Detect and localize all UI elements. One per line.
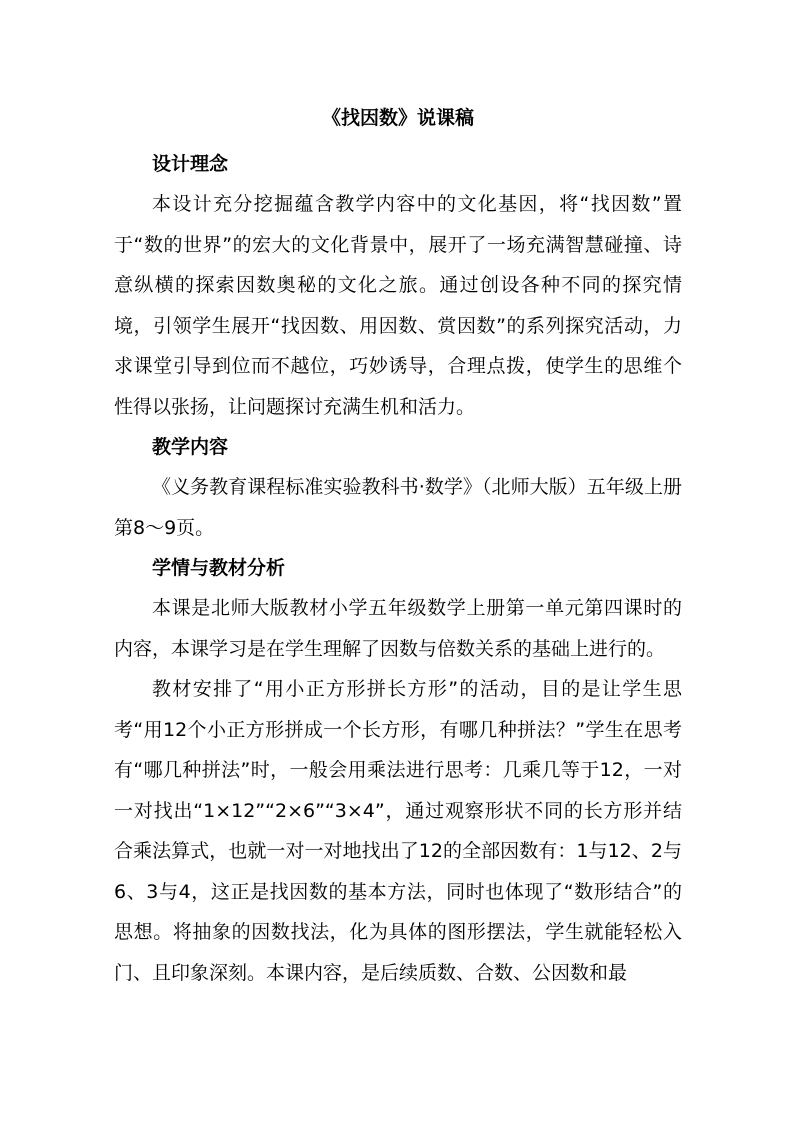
paragraph: 本设计充分挖掘蕴含教学内容中的文化基因，将“找因数”置于“数的世界”的宏大的文化背景中，展开了一场充满智慧碰撞、诗意纵横的探索因数奥秘的文化之旅。通过创设各种不同的探究情境，引领学生展开“找因数、用因数、赏因数”的系列探究活动，力求课堂引导到位而不越位，巧妙诱导，合理点拨，使学生的思维个性得以张扬，让问题探讨充满生机和活力。 <box>114 193 682 418</box>
section-heading: 设计理念 <box>152 153 229 175</box>
section-analysis <box>114 548 682 993</box>
document-title: 《找因数》说课稿 <box>321 107 474 129</box>
section-heading: 教学内容 <box>152 436 229 458</box>
document-body <box>114 98 682 993</box>
section-teaching-content <box>114 427 682 548</box>
paragraph: 本课是北师大版教材小学五年级数学上册第一单元第四课时的内容，本课学习是在学生理解了因数与倍数关系的基础上进行的。 <box>114 597 682 660</box>
section-heading: 学情与教材分析 <box>152 557 286 579</box>
paragraph: 《义务教育课程标准实验教科书·数学》（北师大版）五年级上册第8～9页。 <box>114 476 682 539</box>
section-design-concept <box>114 144 682 427</box>
paragraph: 教材安排了“用小正方形拼长方形”的活动，目的是让学生思考“用12个小正方形拼成一个长方形，有哪几种拼法？”学生在思考有“哪几种拼法”时，一般会用乘法进行思考：几乘几等于12，一对一对找出“1×12”“2×6”“3×4”，通过观察形状不同的长方形并结合乘法算式，也就一对一对地找出了12的全部因数有：1与12、2与6、3与4，这正是找因数的基本方法，同时也体现了“数形结合”的思想。将抽象的因数找法，化为具体的图形摆法，学生就能轻松入门、且印象深刻。本课内容，是后续质数、合数、公因数和最 <box>114 678 682 984</box>
